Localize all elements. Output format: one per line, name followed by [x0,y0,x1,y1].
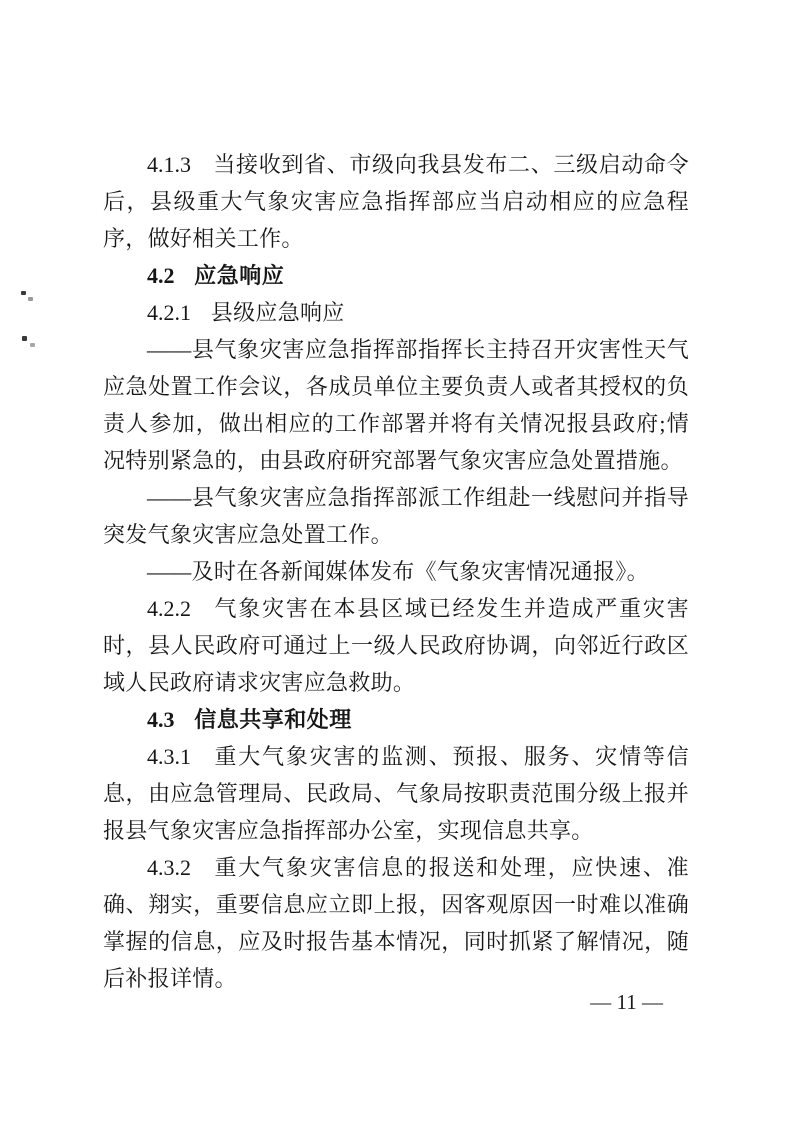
section-number: 4.2 [147,263,175,288]
clause-number: 4.3.2 [147,855,191,880]
paragraph-4-1-3 [103,146,689,257]
paragraph-4-3-2 [103,849,689,997]
page-content [103,146,689,997]
paragraph-text: 重大气象灾害信息的报送和处理，应快速、准确、翔实，重要信息应立即上报，因客观原因一时难以准确掌握的信息，应及时报告基本情况，同时抓紧了解情况，随后补报详情。 [103,855,689,991]
dash-paragraph-2 [103,479,689,553]
paragraph-text: ——县气象灾害应急指挥部指挥长主持召开灾害性天气应急处置工作会议，各成员单位主要负责人或者其授权的负责人参加，做出相应的工作部署并将有关情况报县政府;情况特别紧急的，由县政府研究部署气象灾害应急处置措施。 [103,337,689,473]
section-number: 4.3 [147,707,175,732]
paragraph-text: ——及时在各新闻媒体发布《气象灾害情况通报》。 [147,559,649,584]
dash-paragraph-1 [103,331,689,479]
section-title: 应急响应 [194,263,285,288]
paragraph-text: 当接收到省、市级向我县发布二、三级启动命令后，县级重大气象灾害应急指挥部应当启动相应的应急程序，做好相关工作。 [103,152,689,251]
scan-speckle-4 [30,343,35,347]
clause-number: 4.3.1 [147,744,191,769]
section-title: 信息共享和处理 [194,707,352,732]
section-heading-4-2 [103,257,689,294]
clause-number: 4.2.2 [147,596,191,621]
scan-speckle-1 [21,291,26,295]
scan-speckle-3 [22,336,27,341]
paragraph-4-2-2 [103,590,689,701]
paragraph-text: ——县气象灾害应急指挥部派工作组赴一线慰问并指导突发气象灾害应急处置工作。 [103,485,689,547]
paragraph-text: 重大气象灾害的监测、预报、服务、灾情等信息，由应急管理局、民政局、气象局按职责范围分级上报并报县气象灾害应急指挥部办公室，实现信息共享。 [103,744,689,843]
clause-number: 4.1.3 [147,152,191,177]
subsection-title: 县级应急响应 [210,300,345,325]
dash-paragraph-3 [103,553,689,590]
subsection-number: 4.2.1 [147,300,191,325]
subsection-heading-4-2-1 [103,294,689,331]
paragraph-text: 气象灾害在本县区域已经发生并造成严重灾害时，县人民政府可通过上一级人民政府协调，向邻近行政区域人民政府请求灾害应急救助。 [103,596,689,695]
section-heading-4-3 [103,701,689,738]
paragraph-4-3-1 [103,738,689,849]
scan-speckle-2 [28,297,33,301]
page-number: — 11 — [590,990,663,1014]
